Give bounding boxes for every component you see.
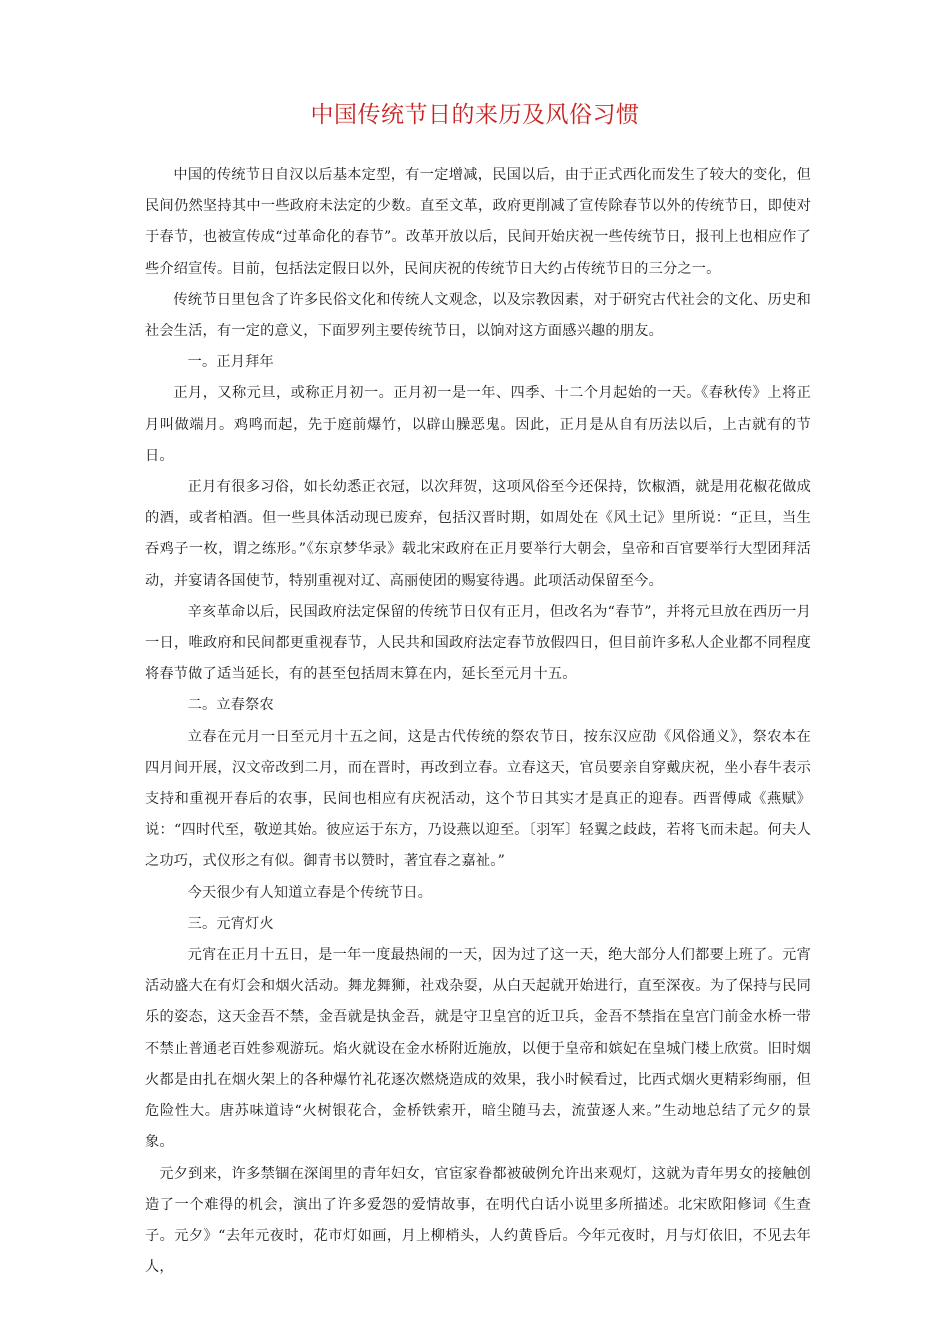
paragraph: 传统节日里包含了许多民俗文化和传统人文观念，以及宗教因素，对于研究古代社会的文化、历史和社会生活，有一定的意义，下面罗列主要传统节日，以饷对这方面感兴趣的朋友。: [145, 291, 811, 340]
paragraph: 元宵在正月十五日，是一年一度最热闹的一天，因为过了这一天，绝大部分人们都要上班了。元宵活动盛大在有灯会和烟火活动。舞龙舞狮，社戏杂耍，从白天起就开始进行，直至深夜。为了保持与民同乐的姿态，这天金吾不禁，金吾就是执金吾，就是守卫皇宫的近卫兵，金吾不禁指在皇宫门前金水桥一带不禁止普通老百姓参观游玩。焰火就设在金水桥附近施放，以便于皇帝和嫔妃在皇城门楼上欣赏。旧时烟火都是由扎在烟火架上的各种爆竹礼花逐次燃烧造成的效果，我小时候看过，比西式烟火更精彩绚丽，但危险性大。唐苏味道诗“火树银花合，金桥铁索开，暗尘随马去，流萤逐人来。”生动地总结了元夕的景象。: [145, 947, 811, 1151]
paragraph: 正月有很多习俗，如长幼悉正衣冠，以次拜贺，这项风俗至今还保持，饮椒酒，就是用花椒花做成的酒，或者柏酒。但一些具体活动现已废弃，包括汉晋时期，如周处在《风土记》里所说：“正旦，当生吞鸡子一枚，谓之练形。”《东京梦华录》载北宋政府在正月要举行大朝会，皇帝和百官要举行大型团拜活动，并宴请各国使节，特别重视对辽、高丽使团的赐宴待遇。此项活动保留至今。: [145, 479, 811, 589]
section-heading: 二。立春祭农: [187, 697, 274, 714]
paragraph: 立春在元月一日至元月十五之间，这是古代传统的祭农节日，按东汉应劭《风俗通义》，祭农本在四月间开展，汉文帝改到二月，而在晋时，再改到立春。立春这天，官员要亲自穿戴庆祝，坐小春牛表示支持和重视开春后的农事，民间也相应有庆祝活动，这个节日其实才是真正的迎春。西晋傅咸《燕赋》说：“四时代至，敬逆其始。彼应运于东方，乃设燕以迎至。〔羽军〕轻翼之歧歧，若将飞而未起。何夫人之功巧，式仪形之有似。御青书以赞时，著宜春之嘉祉。”: [145, 728, 811, 870]
section-heading: 一。正月拜年: [187, 354, 274, 371]
document-body: [145, 160, 811, 1283]
document-title: 中国传统节日的来历及风俗习惯: [310, 102, 640, 128]
paragraph: 辛亥革命以后，民国政府法定保留的传统节日仅有正月，但改名为“春节”，并将元旦放在西历一月一日，唯政府和民间都更重视春节，人民共和国政府法定春节放假四日，但目前许多私人企业都不同程度将春节做了适当延长，有的甚至包括周末算在内，延长至元月十五。: [145, 603, 811, 683]
section-heading: 三。元宵灯火: [187, 915, 274, 932]
paragraph: 今天很少有人知道立春是个传统节日。: [187, 884, 433, 901]
paragraph: 中国的传统节日自汉以后基本定型，有一定增减，民国以后，由于正式西化而发生了较大的变化，但民间仍然坚持其中一些政府未法定的少数。直至文革，政府更削减了宣传除春节以外的传统节日，即使对于春节，也被宣传成“过革命化的春节”。改革开放以后，民间开始庆祝一些传统节日，报刊上也相应作了些介绍宣传。目前，包括法定假日以外，民间庆祝的传统节日大约占传统节日的三分之一。: [145, 167, 811, 277]
paragraph: 正月，又称元旦，或称正月初一。正月初一是一年、四季、十二个月起始的一天。《春秋传》上将正月叫做端月。鸡鸣而起，先于庭前爆竹，以辟山臊恶鬼。因此，正月是从自有历法以后，上古就有的节日。: [145, 385, 811, 464]
paragraph: 元夕到来，许多禁锢在深闺里的青年妇女，官宦家眷都被破例允许出来观灯，这就为青年男女的接触创造了一个难得的机会，演出了许多爱怨的爱情故事，在明代白话小说里多所描述。北宋欧阳修词《生查子。元夕》“去年元夜时，花市灯如画，月上柳梢头，人约黄昏后。今年元夜时，月与灯依旧，不见去年人，: [145, 1165, 811, 1276]
